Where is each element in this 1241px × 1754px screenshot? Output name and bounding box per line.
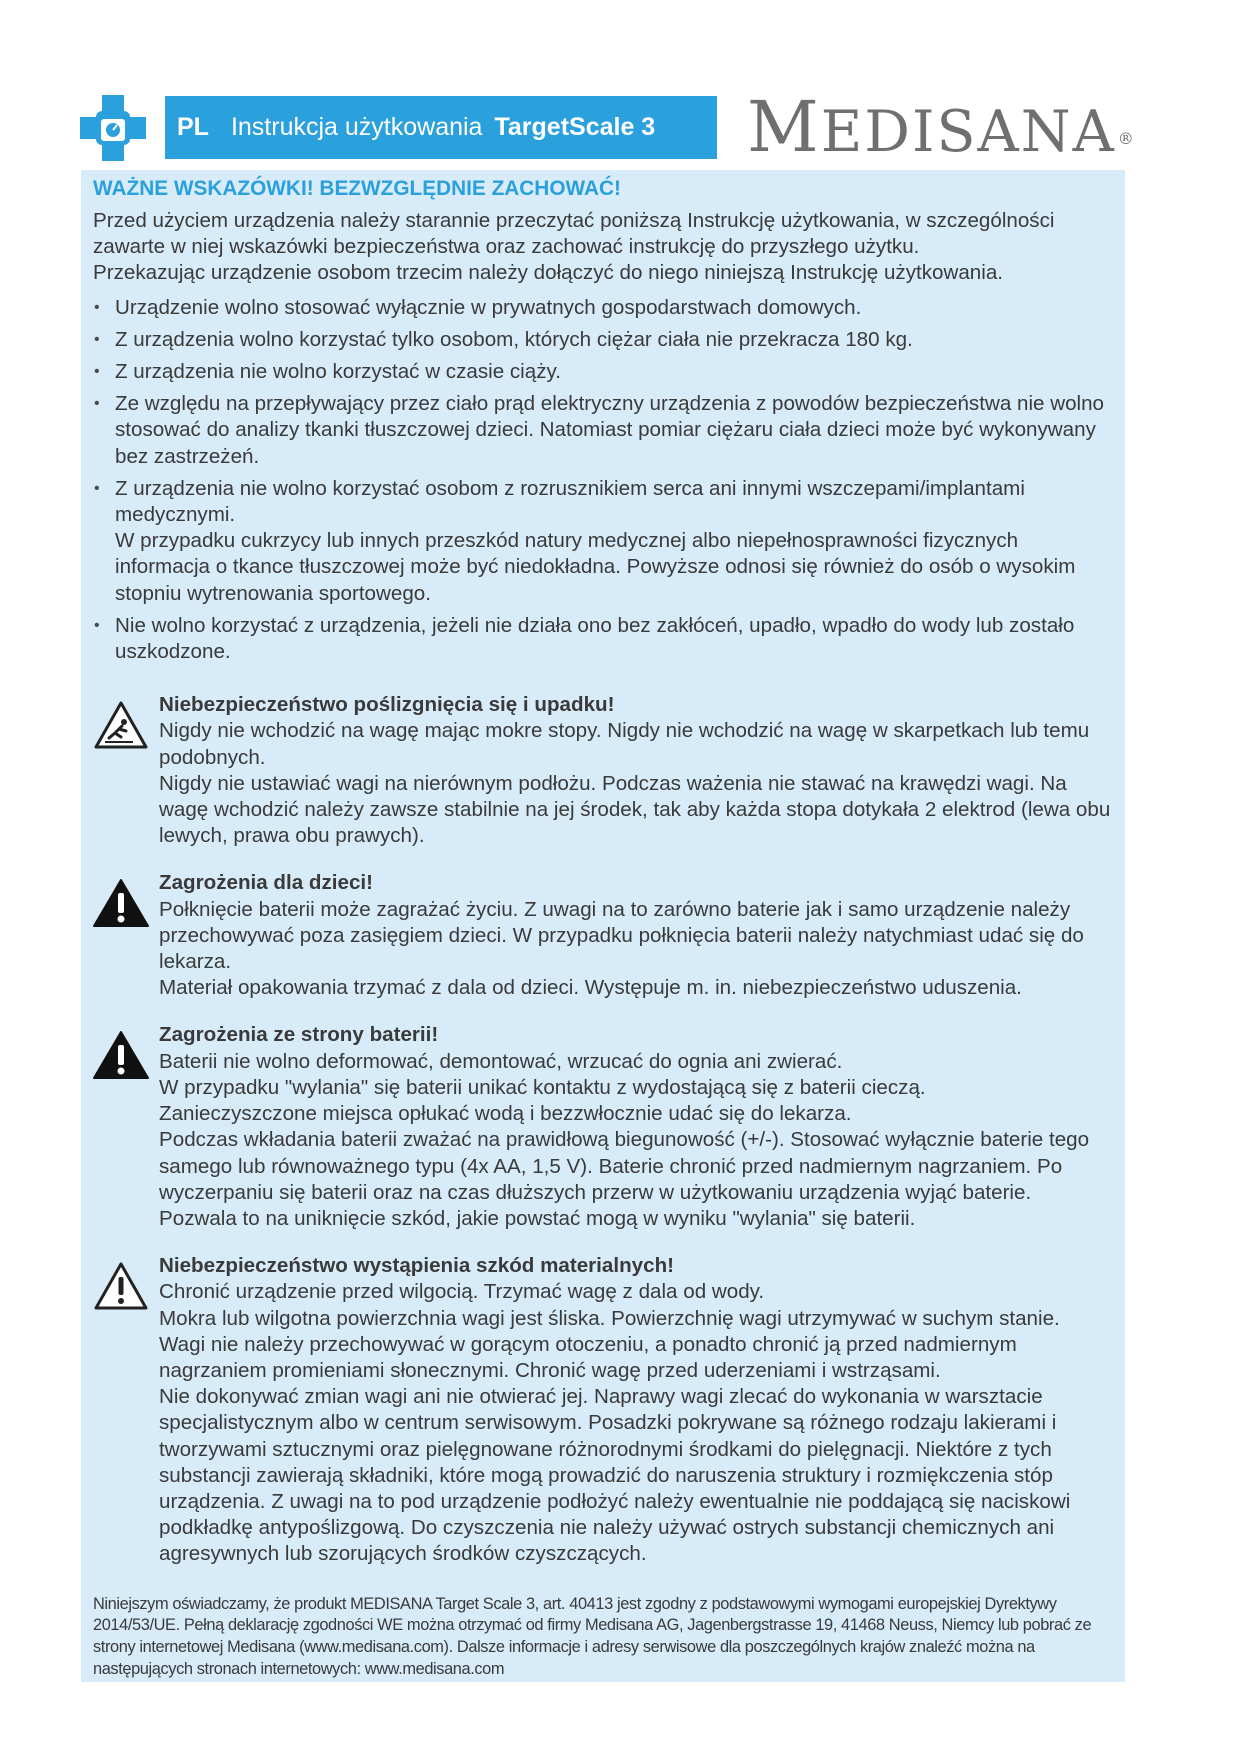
slip-hazard-icon [93,700,149,750]
danger-icon [93,1030,149,1080]
page-header [0,0,1241,170]
warning-text: Nigdy nie ustawiać wagi na nierównym podłożu. Podczas ważenia nie stawać na krawędzi wagi. Na wagę wchodzić należy zawsze stabilnie na jej środek, tak aby każda stopa dotykała 2 elektrod (lewa obu lewych, prawa obu prawych). [159,771,1111,848]
list-item [93,476,1111,607]
intro-paragraph: Przed użyciem urządzenia należy starannie przeczytać poniższą Instrukcję użytkowania, w szczególności zawarte w niej wskazówki bezpieczeństwa oraz zachować instrukcję do przyszłego użytku. [93,209,1055,259]
warning-text: Baterii nie wolno deformować, demontować, wrzucać do ognia ani zwierać. [159,1049,843,1073]
warning-text: W przypadku "wylania" się baterii unikać kontaktu z wydostającą się z baterii cieczą. [159,1075,926,1099]
warning-text: Zanieczyszczone miejsca opłukać wodą i bezzwłocznie udać się do lekarza. [159,1102,852,1126]
warning-batteries [93,1022,1111,1232]
list-item-text: W przypadku cukrzycy lub innych przeszkód natury medycznej albo niepełnosprawności fizycznych informacja o tkance tłuszczowej może być niedokładna. Powyższe odnosi się również do osób o wysokim stopniu wytrenowania sportowego. [115,529,1076,605]
warning-title: Zagrożenia ze strony baterii! [159,1023,439,1047]
warning-text: Połknięcie baterii może zagrażać życiu. Z uwagi na to zarówno baterie jak i samo urządzenie należy przechowywać poza zasięgiem dzieci. W przypadku połknięcia baterii należy natychmiast udać się do lekarza. [159,897,1084,974]
warning-text: Nie dokonywać zmian wagi ani nie otwierać jej. Naprawy wagi zlecać do wykonania w warsztacie specjalistycznym albo w centrum serwisowym. Posadzki pokrywane są różnego rodzaju lakierami i tworzywami sztucznymi oraz pielęgnowane różnorodnymi środkami do pielęgnacji. Niektóre z tych substancji zawierają składniki, które mogą prowadzić do naruszenia struktury i rozmiękczenia stóp urządzenia. Z uwagi na to pod urządzenie podłożyć należy ewentualnie nie poddającą się naciskowi podkładkę antypoślizgową. Do czyszczenia nie należy używać ostrych substancji chemicznych ani agresywnych lub szorujących środków czyszczących. [159,1385,1071,1566]
list-item: • Urządzenie wolno stosować wyłącznie w prywatnych gospodarstwach domowych. [93,295,1111,321]
product-name: TargetScale 3 [494,113,656,141]
warning-text: Mokra lub wilgotna powierzchnia wagi jest śliska. Powierzchnię wagi utrzymywać w suchym stanie. Wagi nie należy przechowywać w gorącym otoczeniu, a ponadto chronić ją przed nadmiernym nagrzaniem promieniami słonecznymi. Chronić wagę przed uderzeniami i wstrząsami. [159,1306,1060,1382]
warning-slip [93,692,1111,849]
important-heading: WAŻNE WSKAZÓWKI! BEZWZGLĘDNIE ZACHOWAĆ! [93,177,621,200]
list-item-text: Z urządzenia nie wolno korzystać osobom z rozrusznikiem serca ani innymi wszczepami/implantami medycznymi. [115,476,1025,527]
warning-material-damage [93,1253,1111,1567]
warning-text: Chronić urządzenie przed wilgocią. Trzymać wagę z dala od wody. [159,1280,765,1304]
title-bar [165,96,717,159]
safety-bullet-list [93,295,1111,666]
warning-title: Niebezpieczeństwo wystąpienia szkód materialnych! [159,1254,675,1278]
warning-text: Materiał opakowania trzymać z dala od dzieci. Występuje m. in. niebezpieczeństwo uduszenia. [159,976,1022,1000]
caution-icon [93,1261,149,1311]
content-panel [81,170,1125,1682]
warning-children [93,870,1111,1001]
warning-title: Niebezpieczeństwo poślizgnięcia się i upadku! [159,693,615,717]
declaration-footer: Niniejszym oświadczamy, że produkt MEDISANA Target Scale 3, art. 40413 jest zgodny z podstawowymi wymogami europejskiej Dyrektywy 2014/53/UE. Pełną deklarację zgodności WE można otrzymać od firmy Medisana AG, Jagenbergstrasse 19, 41468 Neuss, Niemcy lub pobrać ze strony internetowej Medisana (www.medisana.com). Dalsze informacje i adresy serwisowe dla poszczególnych krajów znaleźć można na następujących stronach internetowych: www.medisana.com [93,1594,1092,1678]
warning-title: Zagrożenia dla dzieci! [159,871,373,895]
medical-cross-scale-icon [80,95,146,161]
danger-icon [93,878,149,928]
list-item: • Z urządzenia nie wolno korzystać w czasie ciąży. [93,359,1111,385]
intro-text [93,208,1111,287]
warning-text: Podczas wkładania baterii zważać na prawidłową biegunowość (+/-). Stosować wyłącznie baterie tego samego lub równoważnego typu (4x AA, 1,5 V). Baterie chronić przed nadmiernym nagrzaniem. Po wyczerpaniu się baterii oraz na czas dłuższych przerw w użytkowaniu urządzenia wyjąć baterie. Pozwala to na uniknięcie szkód, jakie powstać mogą w wyniku "wylania" się baterii. [159,1128,1090,1230]
list-item: • Nie wolno korzystać z urządzenia, jeżeli nie działa ono bez zakłóceń, upadło, wpadło do wody lub zostało uszkodzone. [93,613,1111,665]
list-item: • Z urządzenia wolno korzystać tylko osobom, których ciężar ciała nie przekracza 180 kg. [93,327,1111,353]
list-item: • Ze względu na przepływający przez ciało prąd elektryczny urządzenia z powodów bezpieczeństwa nie wolno stosować do analizy tkanki tłuszczowej dzieci. Natomiast pomiar ciężaru ciała dzieci może być wykonywany bez zastrzeżeń. [93,391,1111,470]
language-code: PL [177,113,209,141]
intro-paragraph: Przekazując urządzenie osobom trzecim należy dołączyć do niego niniejszą Instrukcję użytkowania. [93,261,1004,285]
document-title: Instrukcja użytkowania [230,113,483,141]
brand-logo: MEDISANA ® [747,86,1136,168]
warning-text: Nigdy nie wchodzić na wagę mając mokre stopy. Nigdy nie wchodzić na wagę w skarpetkach lub temu podobnych. [159,719,1090,769]
